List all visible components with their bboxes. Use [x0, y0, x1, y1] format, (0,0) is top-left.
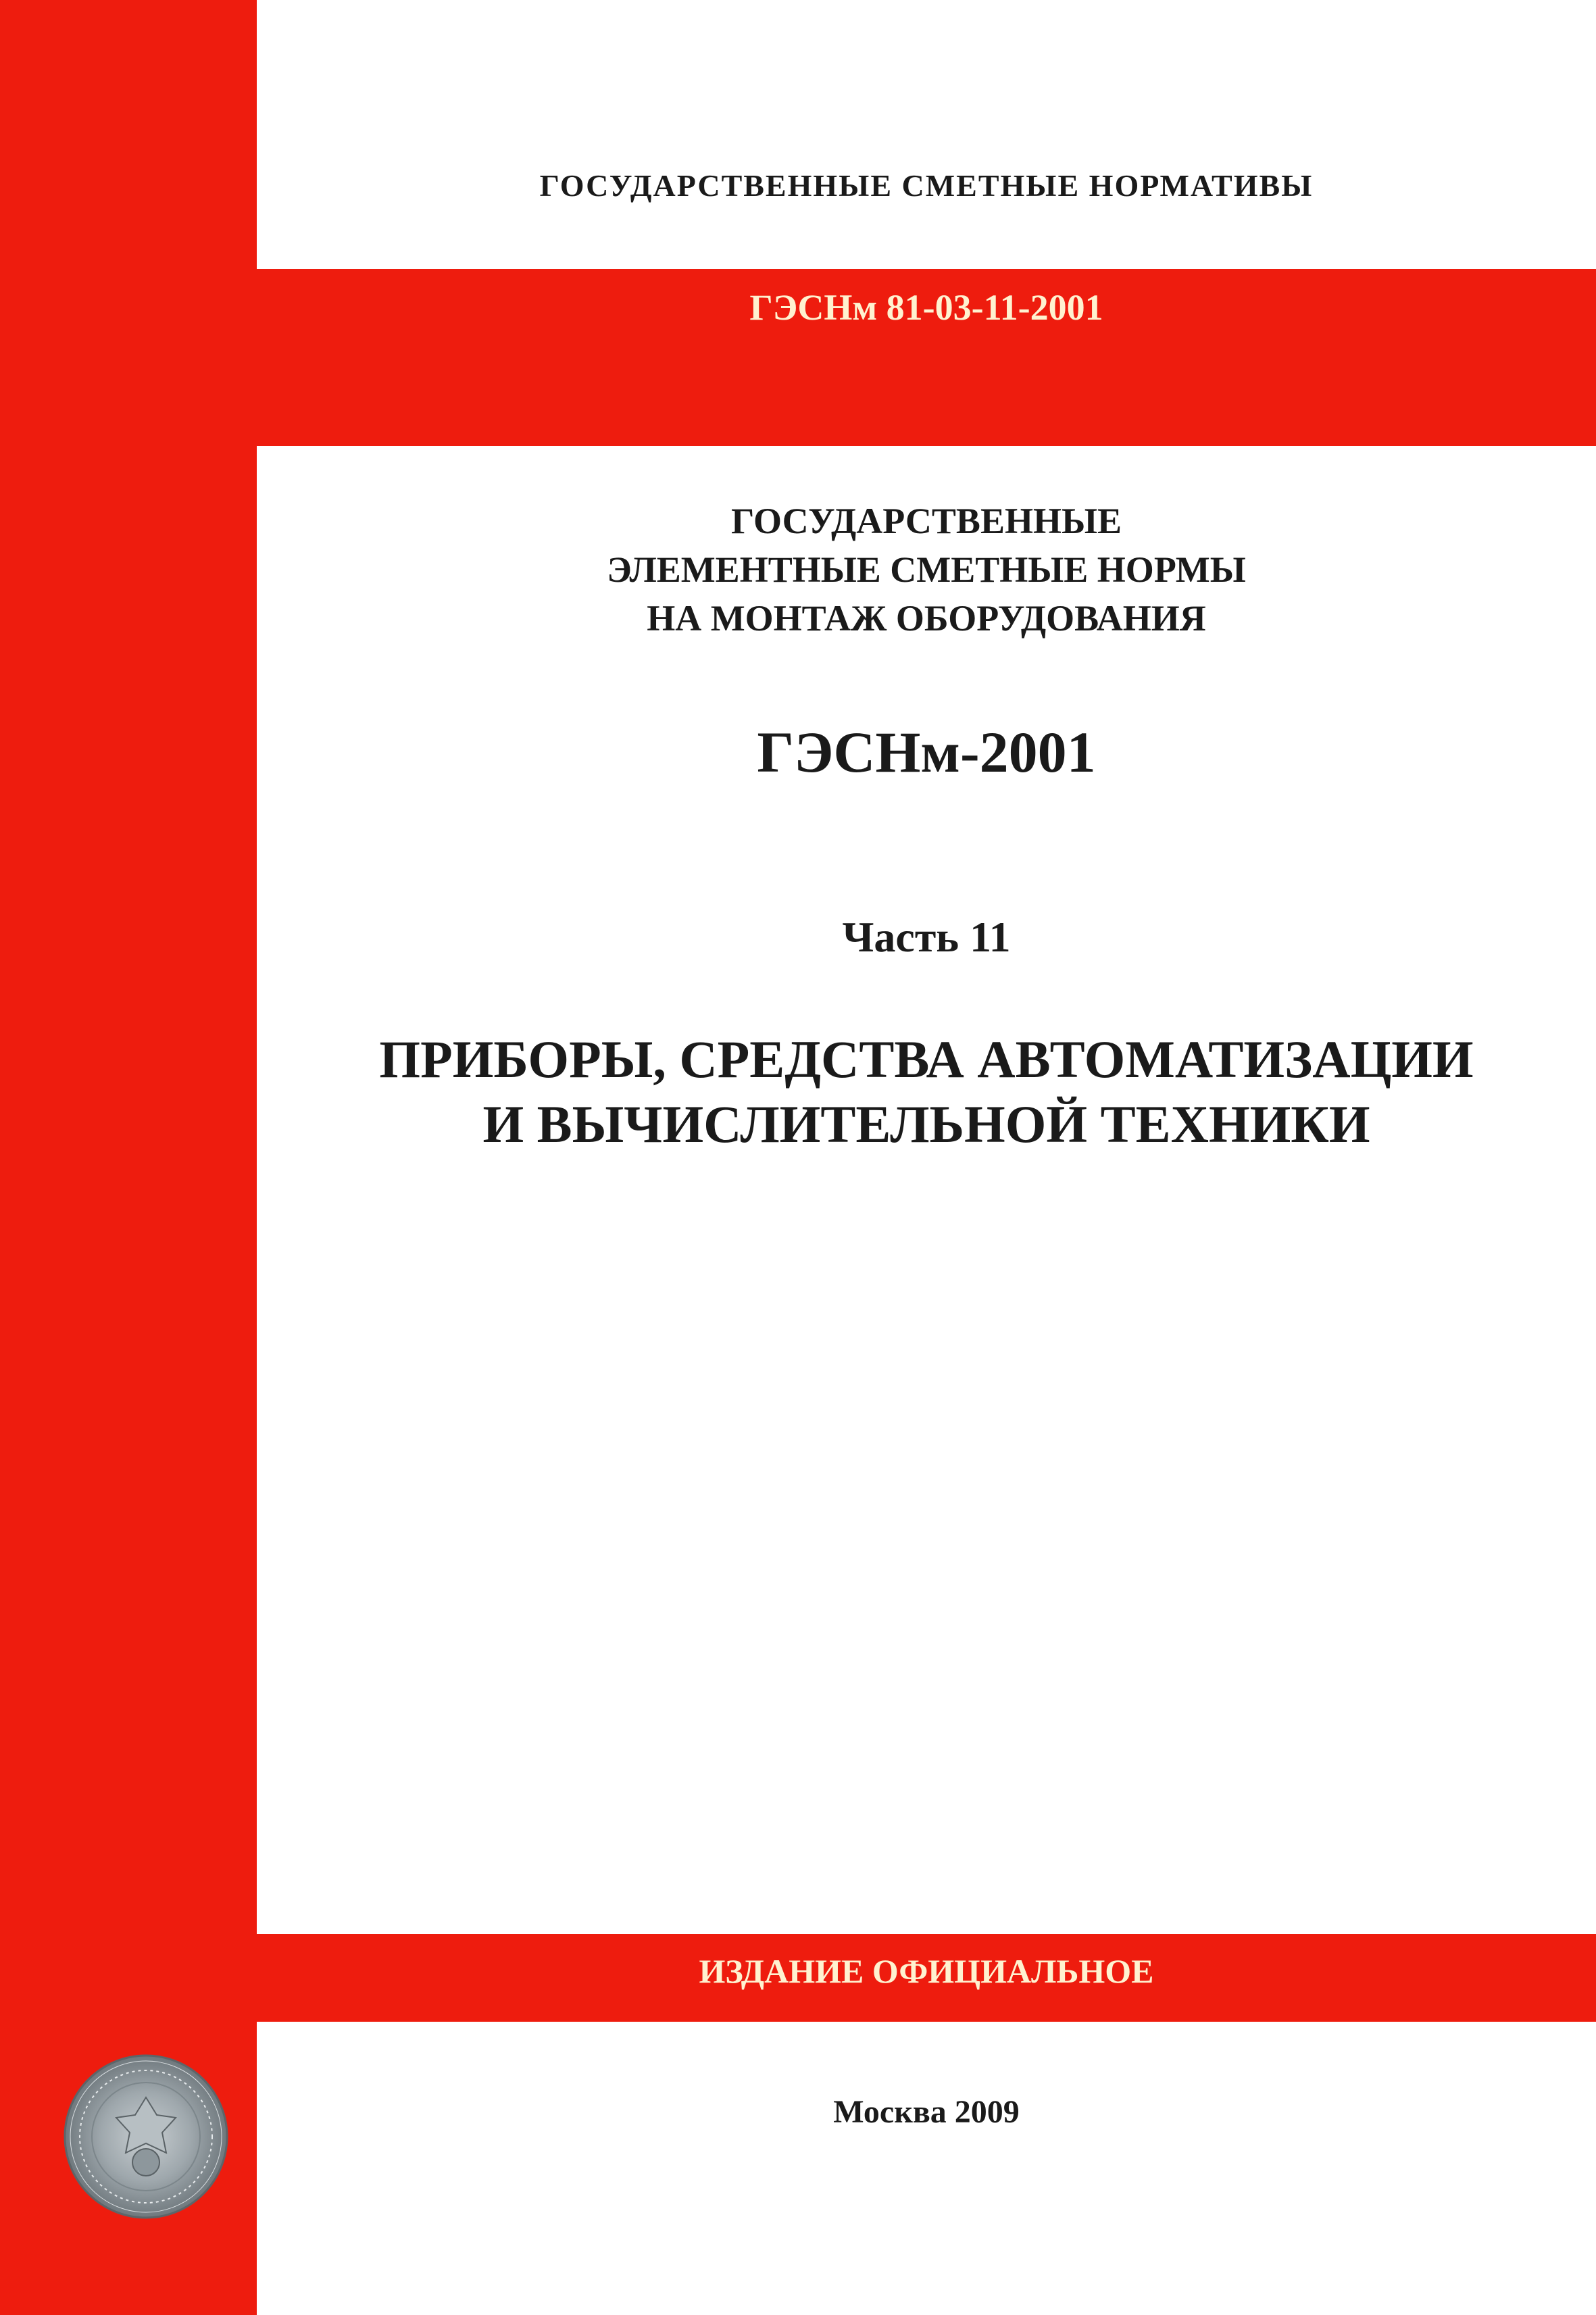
title-line-3: НА МОНТАЖ ОБОРУДОВАНИЯ	[647, 598, 1206, 639]
hologram-seal-icon	[62, 2053, 230, 2220]
main-title	[257, 497, 1596, 643]
title-line-2: ЭЛЕМЕНТНЫЕ СМЕТНЫЕ НОРМЫ	[607, 549, 1246, 590]
edition-label: ИЗДАНИЕ ОФИЦИАЛЬНОЕ	[699, 1952, 1154, 1990]
part-number: Часть 11	[842, 913, 1011, 961]
subtitle-line-2: И ВЫЧИСЛИТЕЛЬНОЙ ТЕХНИКИ	[482, 1095, 1370, 1153]
series-header: ГОСУДАРСТВЕННЫЕ СМЕТНЫЕ НОРМАТИВЫ	[539, 168, 1314, 203]
subtitle-line-1: ПРИБОРЫ, СРЕДСТВА АВТОМАТИЗАЦИИ	[379, 1030, 1474, 1089]
part-subtitle	[257, 1027, 1596, 1157]
short-title: ГЭСНм-2001	[757, 720, 1096, 785]
place-year: Москва 2009	[833, 2094, 1020, 2130]
document-code: ГЭСНм 81-03-11-2001	[749, 287, 1103, 328]
title-line-1: ГОСУДАРСТВЕННЫЕ	[730, 501, 1122, 541]
